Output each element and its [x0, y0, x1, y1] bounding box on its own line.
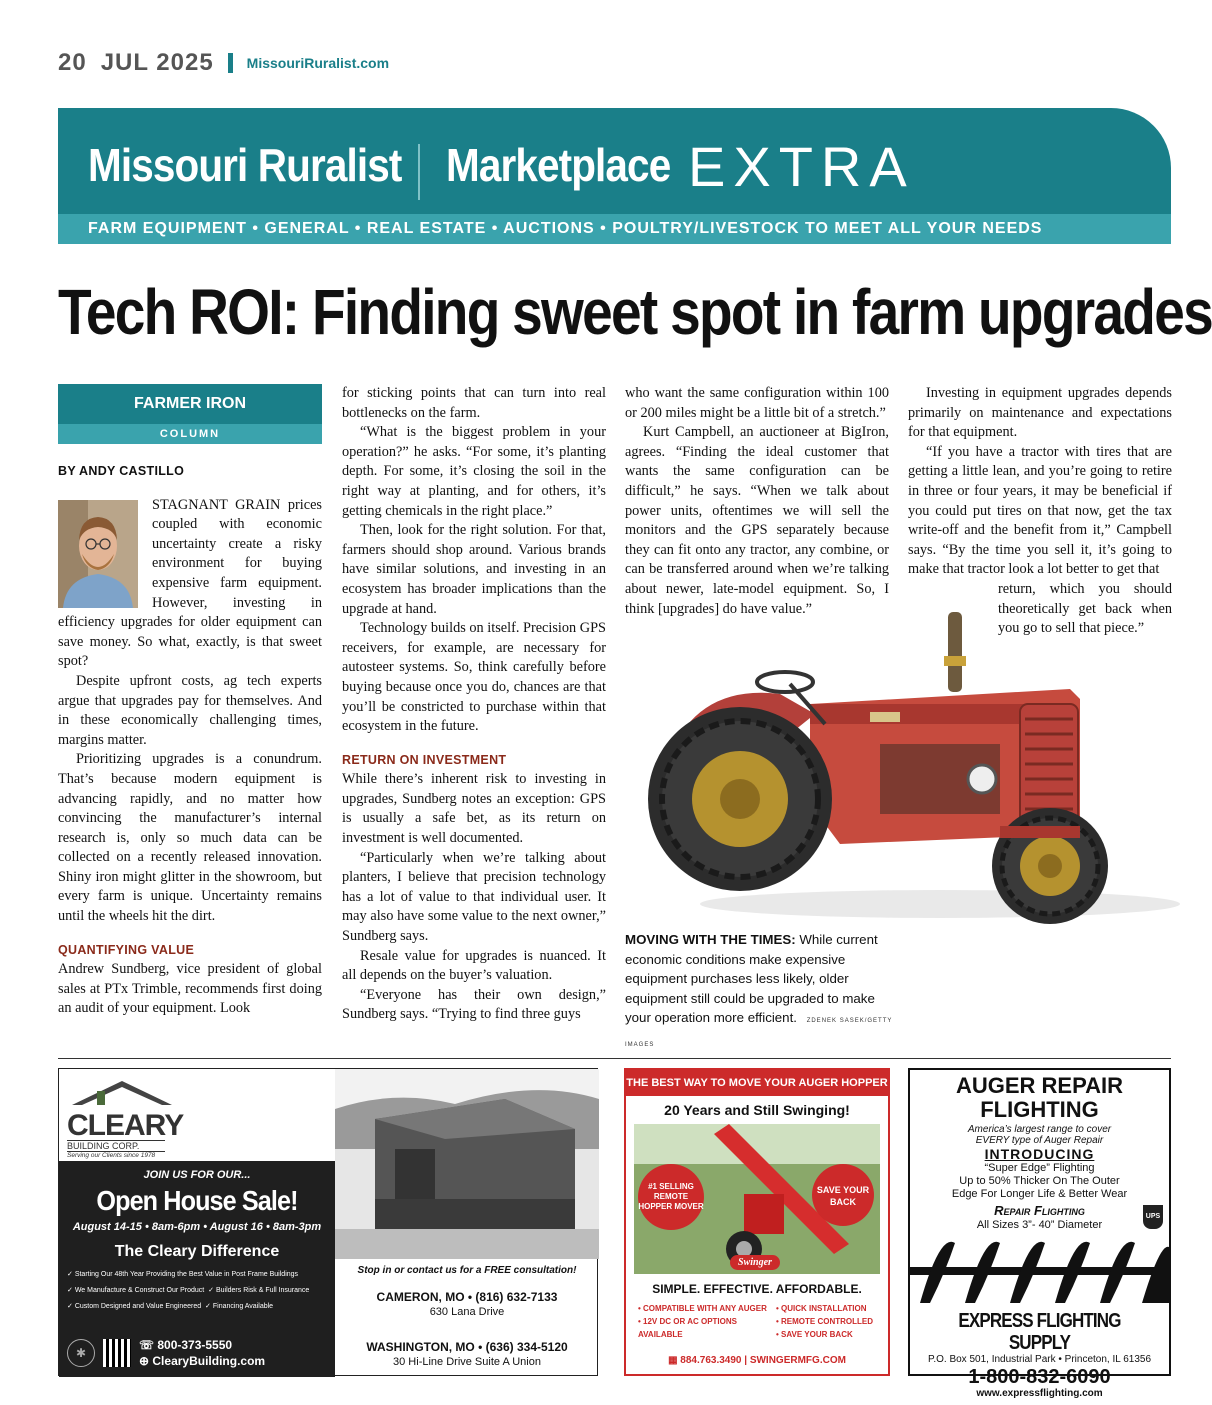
logo-tagline: Serving our Clients since 1978: [67, 1152, 156, 1159]
super-edge-detail-2: Edge For Longer Life & Better Wear: [951, 1188, 1128, 1200]
contact-line[interactable]: ▦ 884.763.3490 | SWINGERMFG.COM: [668, 1355, 846, 1366]
article-column-1: [58, 384, 322, 1019]
list-item: • REMOTE CONTROLLED: [776, 1317, 874, 1326]
folio-divider: [228, 53, 233, 73]
byline: BY ANDY CASTILLO: [58, 464, 185, 478]
company-address: P.O. Box 501, Industrial Park • Princeton, IL 61356: [927, 1354, 1152, 1365]
building-photo: [335, 1069, 599, 1259]
phone-number[interactable]: ☏ 800-373-5550: [139, 1338, 233, 1352]
location-2-city: WASHINGTON, MO • (636) 334-5120: [366, 1340, 568, 1354]
list-item: ✓ Custom Designed and Value Engineered ✓ Financing Available: [67, 1303, 274, 1310]
location-1-address: 630 Lana Drive: [429, 1306, 505, 1318]
paragraph: STAGNANT GRAIN prices coupled with economic uncertainty create a risky environment for buying expensive farm equipment. However, investing in efficiency upgrades for older equipment can save money. So what, exactly, is that sweet spot?: [58, 496, 322, 670]
paragraph: Then, look for the right solution. For that, farmers should shop around. Various brands have similar solutions, and investing in an ecosystem has broader implications than the upgrade at hand.: [342, 522, 606, 617]
logo-text: CLEARY: [67, 1109, 184, 1142]
auger-flighting-icon: [910, 1233, 1169, 1305]
section-rule: [58, 1058, 1171, 1059]
join-text: JOIN US FOR OUR...: [143, 1169, 251, 1181]
brand-logo: Swinger: [730, 1255, 780, 1270]
column-badge: [58, 384, 322, 444]
list-item: • SAVE YOUR BACK: [776, 1330, 853, 1339]
bestseller-badge: #1 SELLING REMOTE HOPPER MOVER: [638, 1164, 704, 1230]
difference-title: The Cleary Difference: [114, 1243, 280, 1260]
issue-date: JUL 2025: [100, 49, 214, 76]
subhead: RETURN ON INVESTMENT: [342, 752, 507, 767]
category-strip: FARM EQUIPMENT • GENERAL • REAL ESTATE • AUCTIONS • POULTRY/LIVESTOCK TO MEET ALL YOUR NEEDS: [58, 214, 1171, 244]
benefits-list: [67, 1267, 327, 1315]
introducing: INTRODUCING: [984, 1146, 1095, 1162]
super-edge-detail-1: Up to 50% Thicker On The Outer: [959, 1175, 1120, 1187]
ad-subtitle: 20 Years and Still Swinging!: [664, 1102, 850, 1118]
author-photo: [58, 500, 138, 608]
subhead: QUANTIFYING VALUE: [58, 942, 195, 957]
flag-icon: ▦: [668, 1355, 678, 1366]
feature-list-left: [638, 1302, 768, 1341]
sizes: All Sizes 3”- 40” Diameter: [976, 1219, 1103, 1231]
ad-title-2: FLIGHTING: [980, 1097, 1099, 1122]
product-photo: [634, 1124, 880, 1274]
article-column-2: [342, 384, 606, 1025]
caption-lead: MOVING WITH THE TIMES:: [625, 932, 796, 947]
list-item: ✓ We Manufacture & Construct Our Product ✓ Builders Risk & Full Insurance: [67, 1287, 310, 1294]
company-phone[interactable]: 1-800-832-6090: [968, 1366, 1111, 1388]
photo-credit: ZDENEK SASEK/GETTY IMAGES: [625, 1018, 893, 1048]
caption-text: While current economic conditions make expensive equipment purchases less likely, older equipment still could be upgraded to make your operation more efficient.: [625, 932, 878, 1026]
swinger-advert[interactable]: [624, 1068, 890, 1376]
location-2-address: 30 Hi-Line Drive Suite A Union: [393, 1356, 541, 1368]
ad-tagline: SIMPLE. EFFECTIVE. AFFORDABLE.: [652, 1282, 862, 1296]
article-headline: Tech ROI: Finding sweet spot in farm upgrades: [58, 276, 1212, 348]
list-item: ✓ Starting Our 48th Year Providing the Best Value in Post Frame Buildings: [67, 1271, 299, 1278]
paragraph: return, which you should theoretically get back when you go to sell that piece.”: [998, 580, 1172, 637]
section-banner: [58, 108, 1171, 244]
list-item: • 12V DC OR AC OPTIONS AVAILABLE: [638, 1317, 737, 1339]
list-item: • COMPATIBLE WITH ANY AUGER: [638, 1304, 767, 1313]
column-name: FARMER IRON: [134, 395, 246, 412]
photo-caption: [625, 930, 895, 1056]
section-name: Marketplace: [446, 139, 671, 191]
brand-name: Missouri Ruralist: [88, 139, 402, 191]
feature-lists: [626, 1296, 888, 1341]
article-column-3: [625, 384, 889, 619]
banner-divider: [418, 144, 420, 200]
ad-header: THE BEST WAY TO MOVE YOUR AUGER HOPPER: [626, 1070, 888, 1096]
website-link[interactable]: ⊕ ClearyBuilding.com: [139, 1354, 266, 1368]
cleary-logo: [67, 1077, 207, 1157]
paragraph: Kurt Campbell, an auctioneer at BigIron, agrees. “Finding the ideal customer that wants the same configuration can be difficult,” he says. “When we talk about power units, oftentimes we will sell the monitors and the GPS separately because they can fit onto any tractor, any combine, or can be transferred around when we’re talking about newer, late-model equipment. So, I think [upgrades] do have value.”: [625, 424, 889, 617]
event-dates: August 14-15 • 8am-6pm • August 16 • 8am-3pm: [72, 1221, 322, 1233]
ups-icon: UPS: [1143, 1205, 1163, 1229]
company-name: EXPRESS FLIGHTING SUPPLY: [958, 1310, 1121, 1354]
paragraph: Andrew Sundberg, vice president of global sales at PTx Trimble, recommends first doing an audit of your equipment. Look: [58, 961, 322, 1017]
paragraph: “If you have a tractor with tires that are getting a little lean, and you’re going to retire in three or four years, it may be beneficial if you could put tires on that now, get the tax write-off and the benefit from it,” Campbell says. “By the time you sell it, it’s going to make that tractor look a lot better to get that: [908, 443, 1172, 578]
paragraph: Resale value for upgrades is nuanced. It all depends on the buyer’s valuation.: [342, 947, 606, 984]
logo-sub: BUILDING CORP.: [67, 1140, 165, 1152]
save-back-badge: SAVE YOUR BACK: [812, 1164, 874, 1226]
ad-line-2: EVERY type of Auger Repair: [975, 1135, 1104, 1146]
ad-line-1: America’s largest range to cover: [967, 1124, 1112, 1135]
locations: [335, 1265, 599, 1368]
paragraph: Prioritizing upgrades is a conundrum. That’s because modern equipment is advancing rapidly, and no matter how convincing the manufacturer’s internal research is, only so much data can be collected on a recently released innovation. Shiny iron might glitter in the showroom, but every farm is unique. Uncertainty remains until the wheels hit the dirt.: [58, 751, 322, 925]
badge-icon: ✱: [67, 1339, 95, 1367]
qr-code-icon[interactable]: [103, 1339, 131, 1367]
article-column-4: [908, 384, 1172, 639]
folio: [58, 48, 389, 78]
paragraph: “What is the biggest problem in your operation?” he asks. “For some, it’s planting depth. For some, it’s closing the soil in the right way at planting, and for others, it’s getting chemicals in the right place.”: [342, 424, 606, 519]
paragraph: “Particularly when we’re talking about planters, I believe that precision technology has a lot of value to that individual user. It may also have some value to the next owner,” Sundberg says.: [342, 849, 606, 945]
paragraph: who want the same configuration within 100 or 200 miles might be a little bit of a stretch.”: [625, 385, 889, 421]
list-item: • QUICK INSTALLATION: [776, 1304, 867, 1313]
ad-title-1: AUGER REPAIR: [955, 1073, 1124, 1098]
column-label: COLUMN: [58, 424, 322, 444]
cleary-advert[interactable]: [58, 1068, 598, 1376]
express-flighting-advert[interactable]: [908, 1068, 1171, 1399]
paragraph: “Everyone has their own design,” Sundberg says. “Trying to find three guys: [342, 986, 606, 1023]
page-number: 20: [58, 49, 87, 76]
contact-row: [67, 1337, 265, 1369]
paragraph: Investing in equipment upgrades depends primarily on maintenance and expectations for that equipment.: [908, 385, 1172, 441]
section-extra: EXTRA: [688, 135, 915, 198]
event-title: Open House Sale!: [96, 1185, 298, 1216]
tractor-illustration: [640, 604, 1180, 924]
site-link[interactable]: MissouriRuralist.com: [246, 55, 390, 71]
repair-flighting: Repair Flighting: [994, 1203, 1085, 1218]
feature-list-right: [776, 1302, 876, 1341]
location-1-city: CAMERON, MO • (816) 632-7133: [376, 1290, 558, 1304]
house-roof-icon: [67, 1077, 177, 1107]
company-website[interactable]: www.expressflighting.com: [976, 1388, 1103, 1399]
paragraph: for sticking points that can turn into real bottlenecks on the farm.: [342, 385, 606, 421]
consult-text: Stop in or contact us for a FREE consultation!: [357, 1265, 577, 1276]
paragraph: Despite upfront costs, ag tech experts argue that upgrades pay for themselves. And in these economically challenging times, margins matter.: [58, 672, 322, 748]
paragraph: Technology builds on itself. Precision GPS receivers, for example, are necessary for autosteer systems. So, think carefully before buying because once you do, chances are that you’ll be constricted to purchase within that ecosystem in the future.: [342, 620, 607, 735]
paragraph: While there’s inherent risk to investing in upgrades, Sundberg notes an exception: GPS is usually a safe bet, as its return on investment is well documented.: [342, 771, 606, 847]
super-edge: “Super Edge” Flighting: [984, 1162, 1095, 1174]
open-house-panel: [59, 1161, 335, 1377]
